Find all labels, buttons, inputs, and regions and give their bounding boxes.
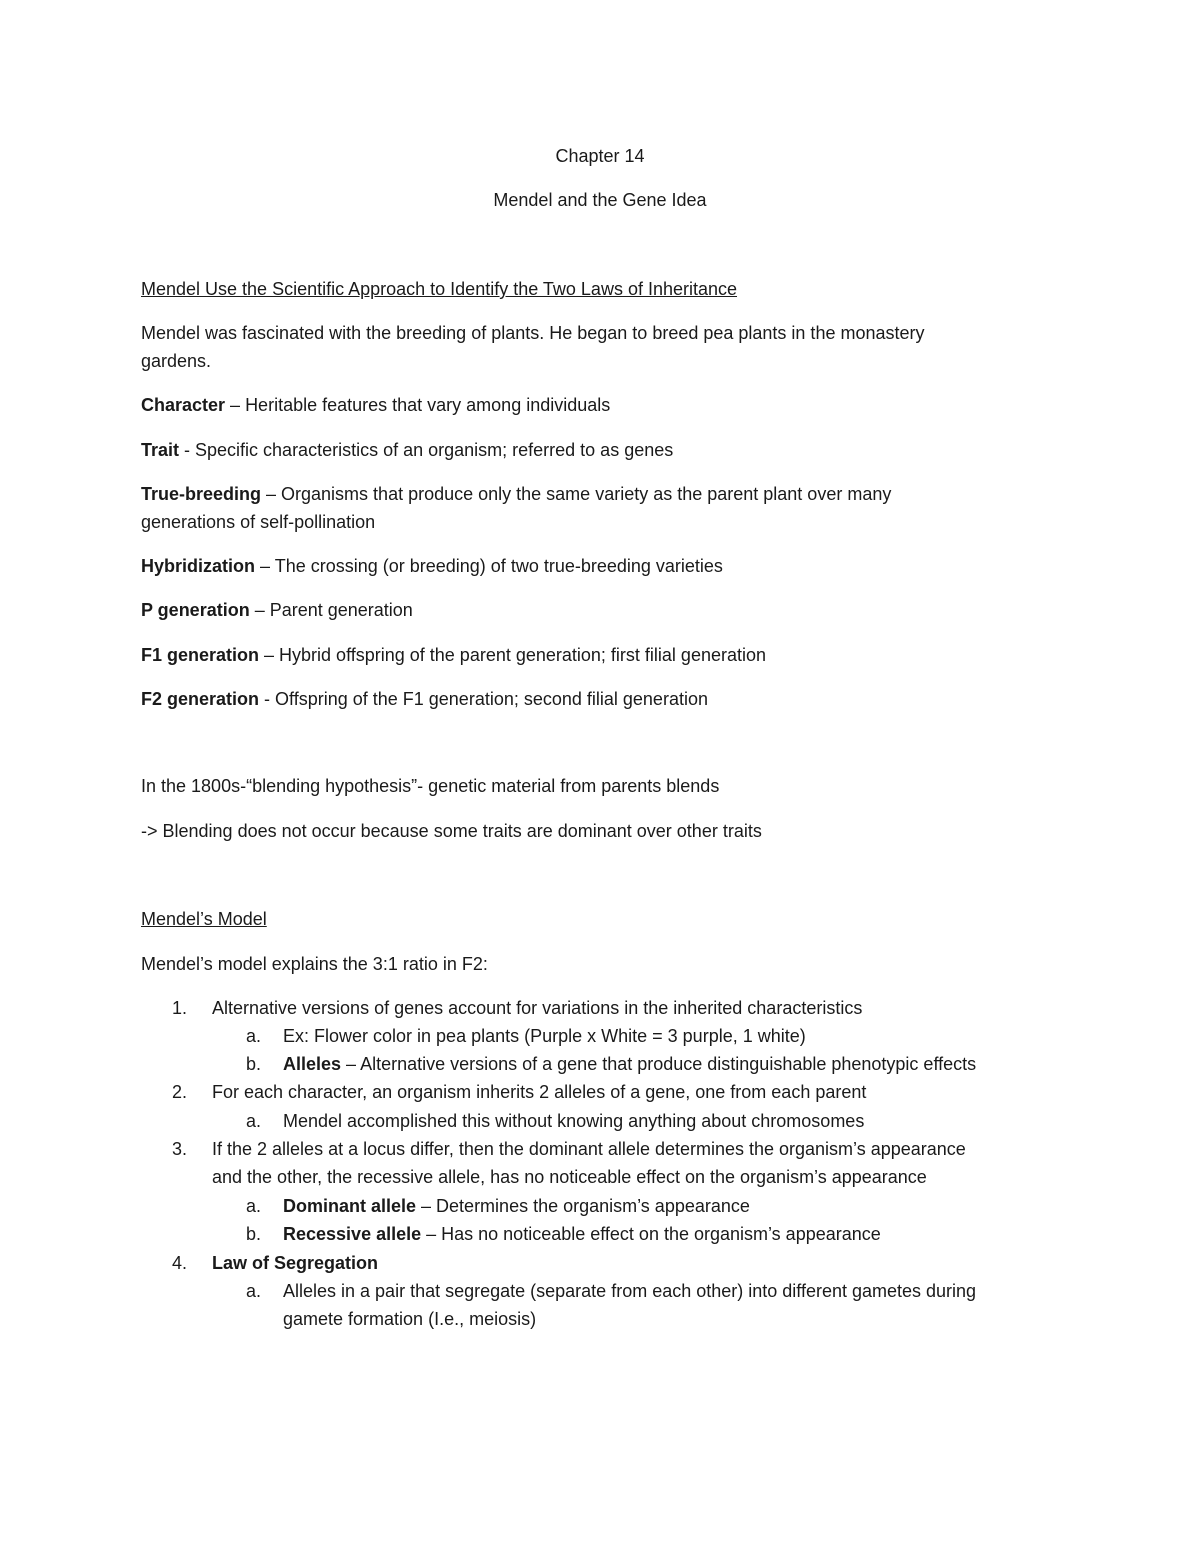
definition-term: Hybridization [141, 556, 256, 576]
sublist-letter: b. [246, 1224, 262, 1244]
sublist-letter: a. [246, 1281, 262, 1301]
definition-text: Hybrid offspring of the parent generation; first filial generation [279, 645, 766, 665]
definition-term: F1 generation [141, 645, 260, 665]
definition-term: F2 generation [141, 689, 260, 709]
model-intro: Mendel’s model explains the 3:1 ratio in F2: [141, 954, 488, 974]
definition-term: Character [141, 395, 226, 415]
list-item [212, 1249, 1072, 1277]
sublist-item: Alleles in a pair that segregate (separate from each other) into different gametes during [283, 1281, 977, 1301]
definition-text: Offspring of the F1 generation; second filial generation [275, 689, 708, 709]
definition-text: The crossing (or breeding) of two true-breeding varieties [274, 556, 723, 576]
list-number: 1. [172, 998, 188, 1018]
definition-text: Specific characteristics of an organism; referred to as genes [195, 440, 674, 460]
definition-term: Trait [141, 440, 180, 460]
definition-p-generation: P generation – Parent generation [141, 600, 413, 620]
definition-text: Organisms that produce only the same variety as the parent plant over many [281, 484, 892, 504]
sublist-letter: a. [246, 1111, 262, 1131]
list-item: If the 2 alleles at a locus differ, then the dominant allele determines the organism’s appearance [212, 1139, 966, 1159]
sublist-item: Alleles – Alternative versions of a gene that produce distinguishable phenotypic effects [283, 1054, 977, 1074]
definition-f1-generation: F1 generation – Hybrid offspring of the parent generation; first filial generation [141, 645, 766, 665]
definition-trait: Trait - Specific characteristics of an organism; referred to as genes [141, 440, 674, 460]
sublist-item: Ex: Flower color in pea plants (Purple x White = 3 purple, 1 white) [283, 1026, 806, 1046]
blending-hypothesis-line: In the 1800s-“blending hypothesis”- genetic material from parents blends [141, 776, 720, 796]
document-title: Mendel and the Gene Idea [493, 190, 707, 210]
intro-paragraph-line-2: gardens. [141, 351, 212, 371]
definition-term: Dominant allele [283, 1196, 417, 1216]
sublist-item: Recessive allele – Has no noticeable effect on the organism’s appearance [283, 1224, 881, 1244]
sublist-letter: a. [246, 1026, 262, 1046]
definition-true-breeding-cont: generations of self-pollination [141, 512, 376, 532]
definition-f2-generation: F2 generation - Offspring of the F1 generation; second filial generation [141, 689, 708, 709]
sublist-item: Mendel accomplished this without knowing anything about chromosomes [283, 1111, 865, 1131]
sublist-item-cont: gamete formation (I.e., meiosis) [283, 1309, 537, 1329]
section-heading-laws: Mendel Use the Scientific Approach to Identify the Two Laws of Inheritance [141, 279, 738, 299]
intro-paragraph-line-1: Mendel was fascinated with the breeding of plants. He began to breed pea plants in the monastery [141, 323, 925, 343]
definition-hybridization: Hybridization – The crossing (or breeding) of two true-breeding varieties [141, 556, 723, 576]
definition-character: Character – Heritable features that vary among individuals [141, 395, 611, 415]
definition-term: True-breeding [141, 484, 262, 504]
chapter-label: Chapter 14 [555, 146, 645, 166]
sublist-letter: b. [246, 1054, 262, 1074]
list-number: 2. [172, 1082, 188, 1102]
blending-conclusion-line: -> Blending does not occur because some traits are dominant over other traits [141, 821, 762, 841]
list-number: 3. [172, 1139, 188, 1159]
sublist-item: Dominant allele – Determines the organism’s appearance [283, 1196, 750, 1216]
list-item: Alternative versions of genes account for variations in the inherited characteristics [212, 998, 863, 1018]
list-item: For each character, an organism inherits 2 alleles of a gene, one from each parent [212, 1082, 867, 1102]
definition-term: P generation [141, 600, 250, 620]
definition-text: Heritable features that vary among individuals [245, 395, 611, 415]
definition-term: Recessive allele [283, 1224, 422, 1244]
list-item-cont: and the other, the recessive allele, has no noticeable effect on the organism’s appearance [212, 1167, 927, 1187]
definition-term: Law of Segregation [212, 1253, 379, 1273]
definition-term: Alleles [283, 1054, 342, 1074]
list-number: 4. [172, 1253, 188, 1273]
definition-true-breeding: True-breeding – Organisms that produce only the same variety as the parent plant over many [141, 484, 892, 504]
section-heading-mendels-model: Mendel’s Model [141, 909, 267, 929]
definition-text: Parent generation [269, 600, 413, 620]
sublist-letter: a. [246, 1196, 262, 1216]
